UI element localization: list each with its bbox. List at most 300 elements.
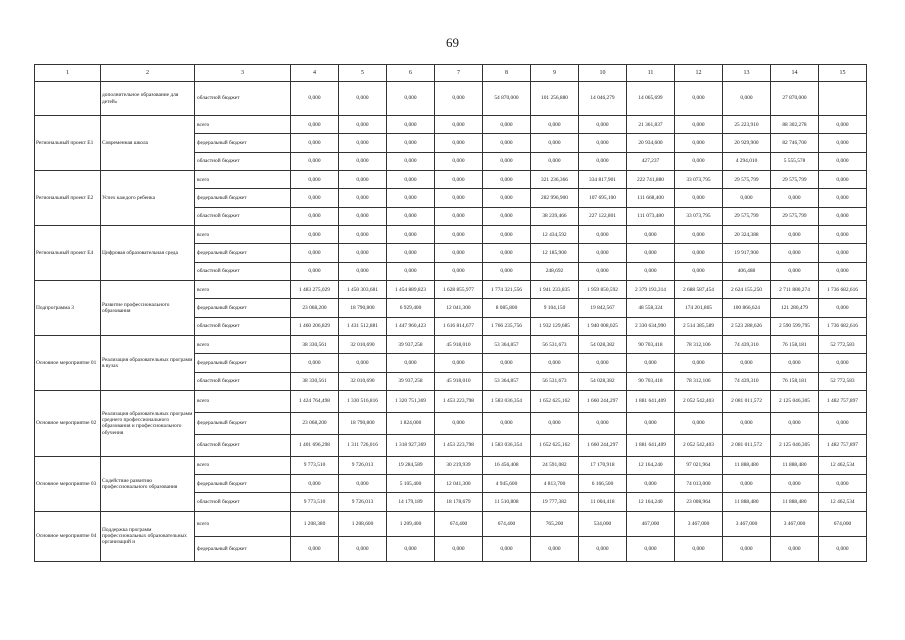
value-cell: 0,000 — [675, 82, 723, 116]
program-name-cell: Подпрограмма 3 — [35, 281, 101, 336]
value-cell: 0,000 — [483, 354, 531, 372]
program-name-cell: Основное мероприятие 02 — [35, 391, 101, 457]
value-cell: 0,000 — [819, 475, 867, 493]
program-name-cell: Основное мероприятие 01 — [35, 336, 101, 391]
value-cell: 1 652 625,162 — [531, 391, 579, 413]
value-cell: 0,000 — [531, 152, 579, 170]
value-cell: 0,000 — [627, 475, 675, 493]
table-row — [35, 82, 867, 116]
value-cell: 11 888,480 — [723, 456, 771, 474]
value-cell: 90 703,418 — [627, 372, 675, 390]
value-cell: 1 320 751,369 — [387, 391, 435, 413]
value-cell: 0,000 — [435, 244, 483, 262]
column-header: 6 — [387, 65, 435, 82]
value-cell: 0,000 — [579, 262, 627, 280]
value-cell: 1 940 008,025 — [579, 317, 627, 335]
value-cell: 0,000 — [435, 82, 483, 116]
value-cell: 0,000 — [291, 354, 339, 372]
value-cell: 23 008,964 — [675, 493, 723, 511]
value-cell: 45 918,010 — [435, 372, 483, 390]
value-cell: 0,000 — [291, 262, 339, 280]
value-cell: 282 996,900 — [531, 189, 579, 207]
value-cell: 4 294,010 — [723, 152, 771, 170]
value-cell: 1 824,000 — [387, 412, 435, 434]
funding-source-cell: областной бюджет — [195, 152, 291, 170]
value-cell: 9 773,510 — [291, 456, 339, 474]
value-cell: 1 616 814,677 — [435, 317, 483, 335]
value-cell: 23 068,200 — [291, 412, 339, 434]
page-number: 69 — [446, 35, 459, 50]
value-cell: 2 624 155,250 — [723, 281, 771, 299]
value-cell: 0,000 — [483, 412, 531, 434]
value-cell: 0,000 — [291, 207, 339, 225]
value-cell: 0,000 — [579, 116, 627, 134]
value-cell: 1 208,380 — [291, 511, 339, 536]
value-cell: 0,000 — [387, 354, 435, 372]
value-cell: 90 703,418 — [627, 336, 675, 354]
value-cell: 29 575,799 — [723, 207, 771, 225]
value-cell: 45 918,010 — [435, 336, 483, 354]
value-cell: 0,000 — [819, 207, 867, 225]
value-cell: 76 158,181 — [771, 336, 819, 354]
value-cell: 1 447 960,423 — [387, 317, 435, 335]
value-cell: 0,000 — [675, 226, 723, 244]
value-cell: 0,000 — [579, 134, 627, 152]
value-cell: 1 401 696,298 — [291, 434, 339, 456]
program-title-cell: Развитие профессионального образования — [101, 281, 195, 336]
value-cell: 0,000 — [387, 189, 435, 207]
value-cell: 674,400 — [483, 511, 531, 536]
column-header: 4 — [291, 65, 339, 82]
value-cell: 0,000 — [435, 262, 483, 280]
table-row — [35, 511, 867, 536]
value-cell: 52 772,583 — [819, 372, 867, 390]
program-name-cell — [35, 82, 101, 116]
value-cell: 0,000 — [675, 354, 723, 372]
value-cell: 0,000 — [627, 354, 675, 372]
value-cell: 6 929,400 — [387, 299, 435, 317]
value-cell: 1 454 889,823 — [387, 281, 435, 299]
value-cell: 1 318 927,369 — [387, 434, 435, 456]
column-header: 10 — [579, 65, 627, 82]
column-header: 5 — [339, 65, 387, 82]
value-cell: 48 558,324 — [627, 299, 675, 317]
funding-source-cell: федеральный бюджет — [195, 536, 291, 561]
value-cell: 0,000 — [435, 207, 483, 225]
value-cell: 12 185,900 — [531, 244, 579, 262]
value-cell: 0,000 — [819, 299, 867, 317]
value-cell: 0,000 — [723, 536, 771, 561]
value-cell: 0,000 — [627, 226, 675, 244]
value-cell: 88 302,278 — [771, 116, 819, 134]
value-cell: 11 510,808 — [483, 493, 531, 511]
value-cell: 0,000 — [387, 262, 435, 280]
value-cell: 33 073,795 — [675, 207, 723, 225]
value-cell: 0,000 — [339, 152, 387, 170]
funding-source-cell: областной бюджет — [195, 493, 291, 511]
value-cell: 25 223,910 — [723, 116, 771, 134]
value-cell: 0,000 — [819, 262, 867, 280]
value-cell: 24 591,082 — [531, 456, 579, 474]
column-header: 14 — [771, 65, 819, 82]
value-cell: 121 280,479 — [771, 299, 819, 317]
funding-source-cell: областной бюджет — [195, 372, 291, 390]
value-cell: 0,000 — [339, 207, 387, 225]
column-header: 13 — [723, 65, 771, 82]
value-cell: 0,000 — [771, 475, 819, 493]
funding-source-cell: федеральный бюджет — [195, 134, 291, 152]
value-cell: 0,000 — [531, 536, 579, 561]
value-cell: 0,000 — [291, 82, 339, 116]
value-cell: 29 575,799 — [771, 171, 819, 189]
value-cell: 321 236,366 — [531, 171, 579, 189]
table-row — [35, 281, 867, 299]
column-header: 9 — [531, 65, 579, 82]
value-cell: 0,000 — [771, 262, 819, 280]
column-header: 15 — [819, 65, 867, 82]
program-name-cell: Региональный проект E1 — [35, 116, 101, 171]
value-cell: 0,000 — [339, 189, 387, 207]
value-cell: 1 774 321,556 — [483, 281, 531, 299]
value-cell: 19 917,900 — [723, 244, 771, 262]
value-cell: 8 085,800 — [483, 299, 531, 317]
value-cell: 0,000 — [819, 244, 867, 262]
value-cell: 0,000 — [627, 244, 675, 262]
value-cell: 0,000 — [819, 116, 867, 134]
value-cell: 0,000 — [435, 152, 483, 170]
value-cell: 0,000 — [291, 116, 339, 134]
value-cell: 12 041,300 — [435, 299, 483, 317]
program-title-cell: Успех каждого ребенка — [101, 171, 195, 226]
value-cell: 0,000 — [435, 189, 483, 207]
value-cell: 2 523 288,626 — [723, 317, 771, 335]
value-cell — [819, 82, 867, 116]
column-header: 11 — [627, 65, 675, 82]
value-cell: 0,000 — [435, 536, 483, 561]
value-cell: 0,000 — [771, 536, 819, 561]
value-cell: 74 439,310 — [723, 336, 771, 354]
value-cell: 9 726,013 — [339, 493, 387, 511]
value-cell: 78 312,106 — [675, 336, 723, 354]
table-row — [35, 456, 867, 474]
value-cell: 0,000 — [387, 244, 435, 262]
table-row — [35, 336, 867, 354]
value-cell: 0,000 — [771, 189, 819, 207]
value-cell: 23 068,200 — [291, 299, 339, 317]
value-cell: 19 842,567 — [579, 299, 627, 317]
value-cell: 20 934,600 — [627, 134, 675, 152]
program-title-cell: Поддержка программ профессиональных образовательных организаций и — [101, 511, 195, 561]
value-cell: 0,000 — [339, 354, 387, 372]
value-cell: 0,000 — [435, 412, 483, 434]
value-cell: 0,000 — [435, 134, 483, 152]
value-cell: 39 937,258 — [387, 336, 435, 354]
value-cell: 12 164,240 — [627, 493, 675, 511]
program-name-cell: Региональный проект E2 — [35, 171, 101, 226]
value-cell: 0,000 — [291, 171, 339, 189]
value-cell: 12 041,300 — [435, 475, 483, 493]
value-cell: 1 766 235,756 — [483, 317, 531, 335]
value-cell: 0,000 — [339, 475, 387, 493]
funding-source-cell: всего — [195, 336, 291, 354]
value-cell: 0,000 — [483, 207, 531, 225]
value-cell: 0,000 — [819, 171, 867, 189]
value-cell: 0,000 — [483, 244, 531, 262]
program-title-cell: дополнительное образование для детей» — [101, 82, 195, 116]
value-cell: 1 431 512,881 — [339, 317, 387, 335]
value-cell: 0,000 — [819, 354, 867, 372]
value-cell: 38 330,561 — [291, 336, 339, 354]
funding-source-cell: всего — [195, 226, 291, 244]
funding-source-cell: областной бюджет — [195, 317, 291, 335]
value-cell: 0,000 — [723, 412, 771, 434]
value-cell: 0,000 — [675, 152, 723, 170]
value-cell: 21 361,837 — [627, 116, 675, 134]
table-row — [35, 391, 867, 413]
value-cell: 1 483 275,029 — [291, 281, 339, 299]
value-cell: 16 456,408 — [483, 456, 531, 474]
value-cell: 30 219,939 — [435, 456, 483, 474]
value-cell: 1 460 206,829 — [291, 317, 339, 335]
value-cell: 1 652 625,162 — [531, 434, 579, 456]
program-title-cell: Современная школа — [101, 116, 195, 171]
funding-source-cell: федеральный бюджет — [195, 189, 291, 207]
value-cell: 3 467,000 — [675, 511, 723, 536]
value-cell: 0,000 — [339, 82, 387, 116]
value-cell: 0,000 — [339, 171, 387, 189]
value-cell: 11 888,480 — [771, 493, 819, 511]
funding-source-cell: федеральный бюджет — [195, 299, 291, 317]
value-cell: 54 870,000 — [483, 82, 531, 116]
funding-source-cell: федеральный бюджет — [195, 354, 291, 372]
value-cell: 0,000 — [387, 171, 435, 189]
value-cell: 9 773,510 — [291, 493, 339, 511]
value-cell: 0,000 — [771, 412, 819, 434]
value-cell: 0,000 — [819, 536, 867, 561]
value-cell: 0,000 — [819, 412, 867, 434]
value-cell: 32 010,690 — [339, 372, 387, 390]
value-cell: 0,000 — [531, 116, 579, 134]
value-cell: 78 312,106 — [675, 372, 723, 390]
value-cell: 76 158,181 — [771, 372, 819, 390]
value-cell: 0,000 — [387, 116, 435, 134]
funding-source-cell: областной бюджет — [195, 434, 291, 456]
value-cell: 19 777,382 — [531, 493, 579, 511]
value-cell: 9 726,013 — [339, 456, 387, 474]
value-cell: 406,488 — [723, 262, 771, 280]
value-cell: 0,000 — [723, 354, 771, 372]
value-cell: 2 052 542,403 — [675, 391, 723, 413]
value-cell: 2 081 011,572 — [723, 434, 771, 456]
program-title-cell: Содействие развитию профессионального образования — [101, 456, 195, 511]
value-cell: 0,000 — [771, 244, 819, 262]
value-cell: 248,692 — [531, 262, 579, 280]
funding-source-cell: областной бюджет — [195, 82, 291, 116]
value-cell: 6 166,500 — [579, 475, 627, 493]
value-cell: 2 379 193,314 — [627, 281, 675, 299]
funding-source-cell: федеральный бюджет — [195, 244, 291, 262]
value-cell: 12 164,240 — [627, 456, 675, 474]
value-cell: 467,000 — [627, 511, 675, 536]
value-cell: 2 052 542,403 — [675, 434, 723, 456]
value-cell: 1 330 516,816 — [339, 391, 387, 413]
value-cell: 534,000 — [579, 511, 627, 536]
value-cell: 107 695,100 — [579, 189, 627, 207]
table-row — [35, 171, 867, 189]
value-cell: 0,000 — [627, 412, 675, 434]
value-cell: 0,000 — [531, 354, 579, 372]
funding-source-cell: всего — [195, 391, 291, 413]
value-cell: 0,000 — [579, 244, 627, 262]
value-cell: 0,000 — [531, 412, 579, 434]
value-cell: 1 959 850,592 — [579, 281, 627, 299]
program-name-cell: Основное мероприятие 03 — [35, 456, 101, 511]
value-cell: 33 073,795 — [675, 171, 723, 189]
funding-source-cell: всего — [195, 116, 291, 134]
value-cell: 3 467,000 — [723, 511, 771, 536]
program-title-cell: Реализация образовательных программ среднего профессионального образования и профессионального обучения — [101, 391, 195, 457]
value-cell: 1 482 757,897 — [819, 391, 867, 413]
program-title-cell: Цифровая образовательная среда — [101, 226, 195, 281]
value-cell: 0,000 — [339, 536, 387, 561]
value-cell: 0,000 — [483, 262, 531, 280]
value-cell: 0,000 — [723, 475, 771, 493]
value-cell: 53 364,857 — [483, 372, 531, 390]
value-cell: 0,000 — [675, 116, 723, 134]
value-cell: 0,000 — [819, 226, 867, 244]
value-cell: 82 746,700 — [771, 134, 819, 152]
value-cell: 18 178,679 — [435, 493, 483, 511]
value-cell: 20 929,900 — [723, 134, 771, 152]
value-cell: 5 105,400 — [387, 475, 435, 493]
value-cell: 2 514 385,589 — [675, 317, 723, 335]
value-cell: 0,000 — [435, 354, 483, 372]
value-cell: 0,000 — [291, 134, 339, 152]
value-cell: 0,000 — [387, 207, 435, 225]
value-cell: 0,000 — [291, 475, 339, 493]
funding-source-cell: областной бюджет — [195, 262, 291, 280]
funding-source-cell: всего — [195, 281, 291, 299]
value-cell: 334 817,901 — [579, 171, 627, 189]
funding-source-cell: областной бюджет — [195, 207, 291, 225]
value-cell: 0,000 — [675, 134, 723, 152]
value-cell: 14 179,189 — [387, 493, 435, 511]
value-cell: 18 790,800 — [339, 299, 387, 317]
value-cell: 52 772,583 — [819, 336, 867, 354]
value-cell: 0,000 — [291, 244, 339, 262]
value-cell: 1 736 682,616 — [819, 281, 867, 299]
value-cell: 0,000 — [675, 536, 723, 561]
value-cell: 0,000 — [387, 536, 435, 561]
value-cell: 0,000 — [387, 226, 435, 244]
value-cell: 0,000 — [291, 536, 339, 561]
value-cell: 97 021,964 — [675, 456, 723, 474]
value-cell: 1 450 303,681 — [339, 281, 387, 299]
value-cell: 56 531,673 — [531, 336, 579, 354]
value-cell: 0,000 — [483, 152, 531, 170]
value-cell: 0,000 — [483, 536, 531, 561]
value-cell: 12 434,592 — [531, 226, 579, 244]
value-cell: 0,000 — [435, 171, 483, 189]
funding-source-cell: всего — [195, 456, 291, 474]
value-cell: 38 330,561 — [291, 372, 339, 390]
funding-source-cell: федеральный бюджет — [195, 412, 291, 434]
value-cell: 111 073,480 — [627, 207, 675, 225]
value-cell: 2 711 880,274 — [771, 281, 819, 299]
value-cell: 11 888,480 — [771, 456, 819, 474]
value-cell: 0,000 — [339, 134, 387, 152]
value-cell: 0,000 — [579, 226, 627, 244]
value-cell: 2 688 587,454 — [675, 281, 723, 299]
value-cell: 3 467,000 — [771, 511, 819, 536]
value-cell: 1 736 682,616 — [819, 317, 867, 335]
value-cell: 2 081 011,572 — [723, 391, 771, 413]
value-cell: 0,000 — [675, 412, 723, 434]
column-header: 12 — [675, 65, 723, 82]
value-cell: 1 660 244,297 — [579, 391, 627, 413]
value-cell: 38 239,466 — [531, 207, 579, 225]
value-cell: 0,000 — [291, 189, 339, 207]
funding-source-cell: всего — [195, 511, 291, 536]
value-cell: 54 028,382 — [579, 372, 627, 390]
value-cell: 0,000 — [483, 171, 531, 189]
column-header: 7 — [435, 65, 483, 82]
value-cell: 0,000 — [339, 226, 387, 244]
table-header-row — [35, 65, 867, 82]
value-cell: 74 013,000 — [675, 475, 723, 493]
value-cell: 27 870,000 — [771, 82, 819, 116]
funding-source-cell: всего — [195, 171, 291, 189]
value-cell: 765,200 — [531, 511, 579, 536]
value-cell: 0,000 — [339, 244, 387, 262]
value-cell: 1 311 726,016 — [339, 434, 387, 456]
value-cell: 12 462,534 — [819, 456, 867, 474]
value-cell: 0,000 — [675, 244, 723, 262]
value-cell: 1 660 244,297 — [579, 434, 627, 456]
value-cell: 0,000 — [291, 226, 339, 244]
value-cell: 100 866,624 — [723, 299, 771, 317]
column-header: 8 — [483, 65, 531, 82]
value-cell: 12 462,534 — [819, 493, 867, 511]
value-cell: 20 324,388 — [723, 226, 771, 244]
value-cell: 0,000 — [819, 152, 867, 170]
value-cell: 0,000 — [723, 82, 771, 116]
value-cell: 9 104,150 — [531, 299, 579, 317]
value-cell: 0,000 — [771, 226, 819, 244]
value-cell: 29 575,799 — [723, 171, 771, 189]
value-cell: 1 453 223,798 — [435, 434, 483, 456]
value-cell: 2 125 046,305 — [771, 391, 819, 413]
value-cell: 2 590 599,795 — [771, 317, 819, 335]
budget-table — [34, 64, 867, 562]
value-cell: 0,000 — [579, 536, 627, 561]
value-cell: 1 453 223,798 — [435, 391, 483, 413]
value-cell: 0,000 — [579, 152, 627, 170]
value-cell: 0,000 — [339, 116, 387, 134]
table-row — [35, 116, 867, 134]
value-cell: 0,000 — [483, 226, 531, 244]
value-cell: 0,000 — [531, 134, 579, 152]
value-cell: 0,000 — [483, 134, 531, 152]
value-cell: 32 010,690 — [339, 336, 387, 354]
value-cell: 0,000 — [627, 536, 675, 561]
value-cell: 0,000 — [387, 152, 435, 170]
value-cell: 18 790,800 — [339, 412, 387, 434]
value-cell: 74 439,310 — [723, 372, 771, 390]
value-cell: 5 555,578 — [771, 152, 819, 170]
value-cell: 0,000 — [339, 262, 387, 280]
value-cell: 1 932 129,685 — [531, 317, 579, 335]
